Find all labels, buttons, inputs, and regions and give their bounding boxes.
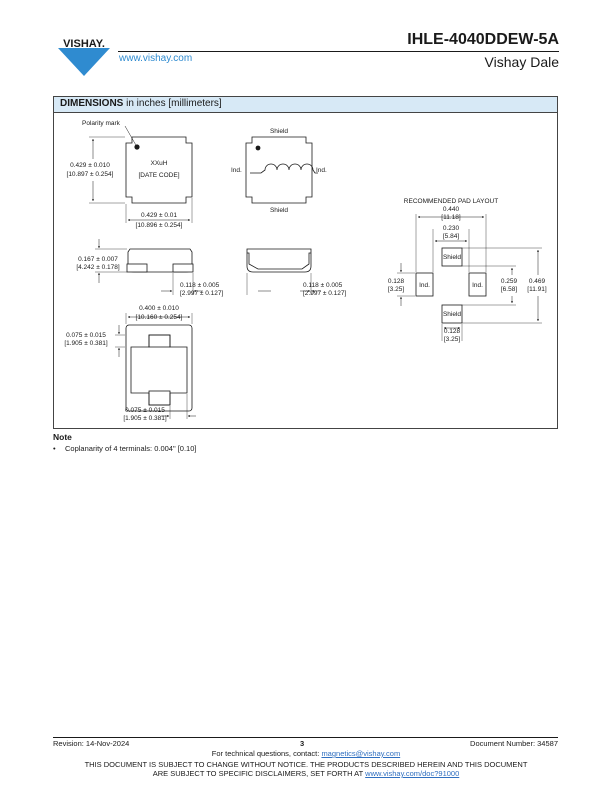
side-terminal-in: 0.118 ± 0.005 [180, 282, 220, 289]
disclaimer-line-1: THIS DOCUMENT IS SUBJECT TO CHANGE WITHOUT NOTICE. THE PRODUCTS DESCRIBED HEREIN AND THIS DOCUMENT [84, 760, 528, 769]
document-number: Document Number: 34587 [470, 739, 558, 748]
side-terminal-left [127, 264, 147, 272]
bottom-pad-left-mm: [1.905 ± 0.381] [64, 340, 108, 347]
bottom-view [64, 305, 196, 422]
schematic-ind-left: Ind. [231, 167, 242, 174]
note-bullet: • [53, 444, 56, 453]
marking-part-value: XXuH [150, 160, 168, 167]
contact-email-link[interactable]: magnetics@vishay.com [321, 749, 401, 758]
top-width-in: 0.429 ± 0.01 [140, 212, 178, 219]
inductor-coil-symbol [250, 164, 318, 173]
pad-total-mm: [11.91] [527, 286, 547, 293]
top-height-in: 0.429 ± 0.010 [70, 162, 110, 169]
disclaimer-line-2 [0, 769, 612, 778]
pad-span-mm: [6.58] [500, 286, 518, 293]
bottom-pad-left-in: 0.075 ± 0.015 [66, 332, 106, 339]
pad-inner-in: 0.230 [442, 225, 460, 232]
side-thickness-in: 0.167 ± 0.007 [78, 256, 118, 263]
bottom-pad-cross [131, 335, 187, 405]
pad-shield-width-mm: [3.25] [443, 336, 461, 343]
schematic-polarity-dot [256, 146, 261, 151]
dimensions-heading-bold: DIMENSIONS [60, 98, 124, 109]
side-view [76, 239, 223, 297]
pad-shield-top-label: Shield [442, 254, 462, 261]
pad-ind-left-label: Ind. [419, 282, 430, 289]
pad-overall-in: 0.440 [442, 206, 460, 213]
pad-inner-mm: [5.84] [442, 233, 460, 240]
pad-height-mm: [3.25] [387, 286, 405, 293]
pad-shield-width-in: 0.128 [443, 328, 461, 335]
note-item [53, 444, 196, 453]
document-subtitle: Vishay Dale [484, 54, 559, 70]
note-text: Coplanarity of 4 terminals: 0.004" [0.10] [65, 444, 197, 453]
schematic-shield-top: Shield [269, 128, 289, 135]
contact-prefix: For technical questions, contact: [211, 749, 322, 758]
pad-layout-title: RECOMMENDED PAD LAYOUT [403, 198, 499, 205]
top-view [67, 120, 192, 229]
schematic-ind-right: Ind. [316, 167, 327, 174]
dimensions-heading [54, 97, 557, 113]
pad-height-in: 0.128 [387, 278, 405, 285]
schematic-shield-bottom: Shield [269, 207, 289, 214]
dimensions-heading-units: in inches [millimeters] [123, 98, 222, 109]
vishay-logo-triangle [58, 48, 110, 76]
bottom-width-in: 0.400 ± 0.010 [139, 305, 179, 312]
end-view-terminal [247, 253, 311, 269]
website-link[interactable]: www.vishay.com [119, 53, 193, 64]
footer-rule [53, 737, 558, 738]
dimension-drawing [53, 113, 558, 429]
bottom-view-outline [126, 325, 192, 411]
top-width-mm: [10.896 ± 0.254] [135, 222, 183, 229]
end-view [247, 249, 347, 297]
document-title: IHLE-4040DDEW-5A [407, 31, 559, 48]
pad-layout [388, 198, 547, 343]
end-terminal-mm: [2.997 ± 0.127] [303, 290, 347, 297]
polarity-mark-label: Polarity mark [82, 120, 120, 127]
disclaimer-link[interactable]: www.vishay.com/doc?91000 [365, 769, 460, 778]
pad-overall-mm: [11.18] [441, 214, 461, 221]
pad-span-in: 0.259 [500, 278, 518, 285]
marking-date-code: [DATE CODE] [138, 172, 180, 179]
bottom-pad-bottom [149, 391, 170, 405]
side-terminal-mm: [2.997 ± 0.127] [180, 290, 224, 297]
note-title: Note [53, 432, 72, 442]
top-height-mm: [10.897 ± 0.254] [66, 171, 114, 178]
pad-total-in: 0.469 [528, 278, 546, 285]
pad-ind-right-label: Ind. [472, 282, 483, 289]
bottom-pad-bottom-mm: [1.905 ± 0.381] [123, 415, 167, 422]
end-terminal-in: 0.118 ± 0.005 [303, 282, 343, 289]
revision-date: Revision: 14-Nov-2024 [53, 739, 130, 748]
side-terminal-right [173, 264, 193, 272]
disclaimer-prefix: ARE SUBJECT TO SPECIFIC DISCLAIMERS, SET FORTH AT [152, 769, 366, 778]
bottom-pad-bottom-in: 0.075 ± 0.015 [125, 407, 165, 414]
vishay-logo[interactable] [53, 36, 115, 78]
header-rule [118, 51, 559, 52]
bottom-width-mm: [10.160 ± 0.254] [135, 314, 183, 321]
pad-shield-bottom-label: Shield [442, 311, 462, 318]
contact-line [0, 749, 612, 758]
vishay-logo-text: VISHAY. [63, 38, 105, 50]
side-thickness-mm: [4.242 ± 0.178] [76, 264, 120, 271]
schematic-view [231, 128, 327, 214]
page-number: 3 [300, 739, 305, 748]
bottom-pad-top [149, 335, 170, 347]
